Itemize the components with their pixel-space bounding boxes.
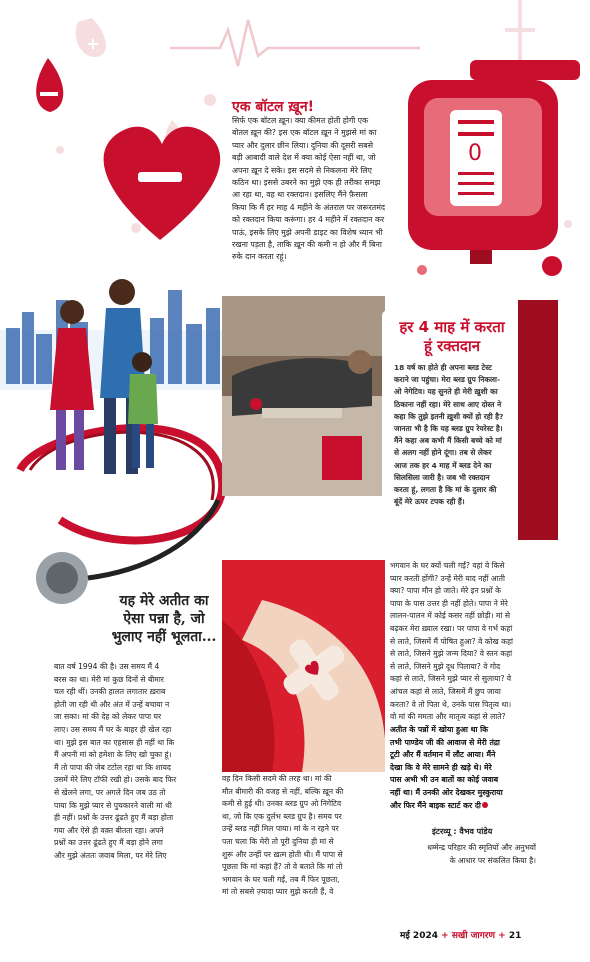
footer-page-number: 21 xyxy=(508,931,522,941)
column-3-text: भगवान के घर क्यों चली गईं? वहां वे किसे प्यार करती होंगी? उन्हें मेरी याद नहीं आती क्या? पापा मौन हो जाते। मेरे इन प्रश्नों के पापा के पास उत्तर ही नहीं होते। पापा ने मेरे लालन-पालन में कोई कसर नहीं छोड़ी। मां से बढ़कर मेरा ख़्याल रखा। पर पापा वे गर्भ कहां से लाते, जिसमें मैं पोषित हुआ? वे कोख कहां से लाते, जिसने मुझे जन्म दिया? वे स्तन कहां से लाते, जिसने मुझे दूध पिलाया? वे गोद कहां से लाते, जिसने मुझे प्यार से सुलाया? वे आंचल कहां से लाते, जिसमें मैं छुप जाया करता? वे तो पिता थे, उनके पास पितृत्व था। वो मां की ममता और मातृत्व कहां से लाते? xyxy=(390,561,513,722)
footer-brand: सखी जागरण xyxy=(451,931,495,941)
stethoscope-icon xyxy=(36,500,218,604)
footer: मई 2024 + सखी जागरण + 21 xyxy=(400,931,522,941)
compilation-credit: धम्मेन्द्र परिहार की स्मृतियों और अनुभवों के आधार पर संकलित किया है। xyxy=(427,843,536,865)
sidebar-title: हर 4 माह में करता हूं रक्तदान xyxy=(399,318,505,355)
intro-body: सिर्फ एक बॉटल ख़ून। क्या कीमत होती होगी एक बोतल ख़ून की? इस एक बॉटल ख़ून ने मुझसे मां का प्यार और दुलार छीन लिया। दुनिया की दूसरी सबसे बड़ी आबादी वाले देश में क्या कोई ऐसा नहीं था, जो अपना ख़ून दे सके। इस सदमे से निकलना मेरे लिए कठिन था। इससे उबरने का मुझे एक ही तरीका समझ आ रहा था, वह था रक्तदान। इसलिए मैंने फ़ैसला किया कि मैं हर माह 4 महीने के अंतराल पर जरूरतमंद को रक्तदान किया करूंगा। हर 4 महीने में रक्तदान कर पाऊं, इसके लिए मुझे अपनी डाइट का विशेष ध्यान भी रखना पड़ता है, ताकि ख़ून की कमी न हो और मैं बिना रुके दान करता रहूं। xyxy=(232,116,386,262)
blood-drop-icon xyxy=(36,58,63,112)
column-3-bold-text: अतीत के पन्नों में खोया हुआ था कि तभी पाण्डेय जी की आवाज से मेरी तंद्रा टूटी और मैं वर्तमान में लौट आया। मैंने देखा कि वे मेरे सामने ही खड़े थे। मेरे पास अभी भी उन बातों का कोई जवाब नहीं था। मैं उनकी ओर देखकर मुस्कुराया और फिर मैंने बाइक स्टार्ट कर दी xyxy=(390,725,503,810)
donor-photo xyxy=(222,296,385,496)
svg-text:0: 0 xyxy=(468,141,482,166)
ecg-line-icon xyxy=(170,20,420,66)
sidebar-photo-edge xyxy=(518,300,558,540)
intro-title: एक बॉटल ख़ून! xyxy=(232,99,315,115)
end-mark xyxy=(482,802,488,808)
column-1-text: बात वर्ष 1994 की है। उस समय मैं 4 बरस का था। मेरी मां कुछ दिनों से बीमार चल रही थीं। उनकी हालत लगातार ख़राब होती जा रही थी और अंत में उन्हें बचाया न जा सका। मां की देह को लेकर पापा घर लाए। उस समय मैं घर के बाहर ही खेल रहा था। मुझे इस बात का एहसास ही नहीं था कि मैं अपनी मां को हमेशा के लिए खो चुका हूं। मैं तो पापा की जेब टटोल रहा था कि शायद उसमें मेरे लिए टॉफी रखी हो। उसके बाद फिर से खेलने लगा, पर अगले दिन जब उठ तो पाया कि मुझे प्यार से पुचकारने वाली मां थी ही नहीं। प्रश्नों के उत्तर ढूंढते हुए मैं बड़ा होता गया और ऐसे ही वक़्त बीतता रहा। अपने प्रश्नों का उत्तर ढूंढते हुए मैं बड़ा होने लगा और मुझे अंततः जवाब मिला, पर मेरे लिए xyxy=(54,662,177,860)
column-2-text: वह दिन किसी सदमे की तरह था। मां की मौत बीमारी की वजह से नहीं, बल्कि ख़ून की कमी से हुई थी। उनका ब्लड ग्रुप ओ निगेटिव था, जो कि एक दुर्लभ ब्लड ग्रुप है। समय पर उन्हें ब्लड नहीं मिल पाया। मां के न रहने पर पता चला कि मेरी तो पूरी दुनिया ही मां से शुरू और उन्हीं पर ख़त्म होती थी। मैं पापा से पूछता कि मां कहां हैं? तो वे बताते कि मां तो भगवान के घर चली गईं, तब मैं फिर पूछता, मां तो सबसे ज़्यादा प्यार मुझे करती हैं, वे xyxy=(222,774,344,897)
sidebar-body: 18 वर्ष का होते ही अपना ब्लड टेस्ट कराने जा पहुंचा। मेरा ब्लड ग्रुप निकला- ओ नेगेटिव। यह सुनते ही मेरी ख़ुशी का ठिकाना नहीं रहा। मेरे साथ आए दोस्त ने कहा कि तुझे इतनी ख़ुशी क्यों हो रही है? जानता भी है कि यह ब्लड ग्रुप रेयरेस्ट है। मैंने कहा अब कभी मैं किसी बच्चे को मां से अलग नहीं होने दूंगा। तब से लेकर आज तक हर 4 माह में ब्लड देने का सिलसिला जारी है। जब भी रक्तदान करता हूं, लगता है कि मां के दुलार की बूंदें मेरे ऊपर टपक रही हैं। xyxy=(394,363,504,507)
footer-date: मई 2024 xyxy=(400,931,438,941)
interview-credit: इंटरव्यू : वैभव पांडेय xyxy=(432,827,493,836)
bandage-photo xyxy=(222,560,385,772)
main-title: यह मेरे अतीत का ऐसा पन्ना है, जो भुलाए नहीं भूलता... xyxy=(111,593,217,645)
heart-icon xyxy=(104,127,221,240)
